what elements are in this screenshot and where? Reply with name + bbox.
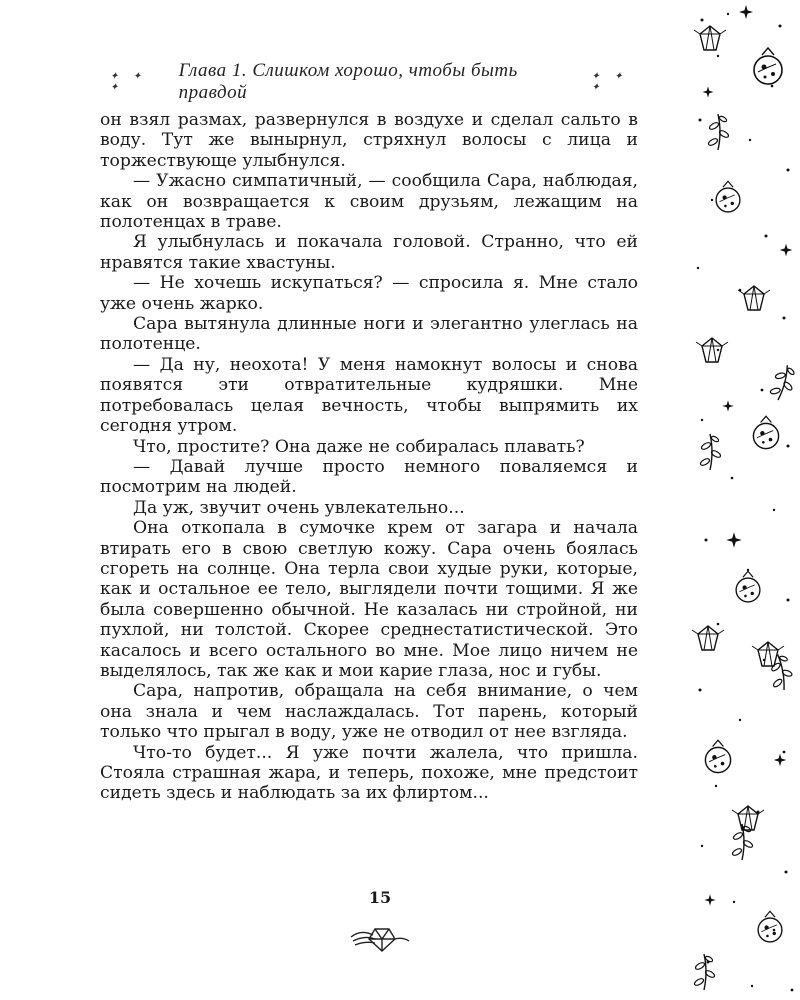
- paragraph: — Ужасно симпатичный, — сообщила Сара, наблюдая, как он возвращается к своим друзьям, лежащим на полотенцах в траве.: [100, 171, 638, 233]
- page-number: 15: [368, 888, 392, 907]
- paragraph: Сара, напротив, обращала на себя внимание, о чем она знала и чем наслаждалась. Тот парень, который только что прыгал в воду, уже не отводил от нее взгляда.: [100, 681, 638, 743]
- paragraph: Я улыбнулась и покачала головой. Странно, что ей нравятся такие хвастуны.: [100, 232, 638, 273]
- paragraph: — Не хочешь искупаться? — спросила я. Мне стало уже очень жарко.: [100, 273, 638, 314]
- running-header: [100, 60, 660, 103]
- paragraph: — Да ну, неохота! У меня намокнут волосы и снова появятся эти отвратительные кудряшки. Мне потребовалась целая вечность, чтобы выпрямить их сегодня утром.: [100, 354, 638, 437]
- paragraph: Что-то будет... Я уже почти жалела, что пришла. Стояла страшная жара, и теперь, похоже, мне предстоит сидеть здесь и наблюдать за их флиртом...: [100, 742, 638, 804]
- header-stars-right: ✦ ✦ ✦: [591, 71, 629, 93]
- paragraph: Да уж, звучит очень увлекательно...: [133, 497, 465, 518]
- paragraph: — Давай лучше просто немного поваляемся и посмотрим на людей.: [100, 456, 638, 498]
- chapter-title: Глава 1. Слишком хорошо, чтобы быть правдой: [178, 60, 518, 103]
- crystal-ornament-icon: [345, 915, 415, 955]
- margin-decoration: [688, 0, 800, 1000]
- body-text: [100, 110, 638, 804]
- paragraph: Что, простите? Она даже не собиралась плавать?: [133, 436, 585, 457]
- header-stars-left: ✦ ✦ ✦: [110, 71, 148, 93]
- paragraph: он взял размах, развернулся в воздухе и сделал сальто в воду. Тут же вынырнул, стряхнул волосы с лица и торжествующе улыбнулся.: [100, 110, 638, 171]
- paragraph: Сара вытянула длинные ноги и элегантно улеглась на полотенце.: [100, 314, 638, 355]
- paragraph: Она откопала в сумочке крем от загара и начала втирать его в свою светлую кожу. Сара очень боялась сгореть на солнце. Она терла свои худые руки, которые, как и остальное ее тело, выглядели почти тощими. Я же была совершенно обычной. Не казалась ни стройной, ни пухлой, ни толстой. Скорее среднестатистической. Это касалось и всего остального во мне. Мое лицо ничем не выделялось, так же как и мои карие глаза, нос и губы.: [100, 518, 638, 681]
